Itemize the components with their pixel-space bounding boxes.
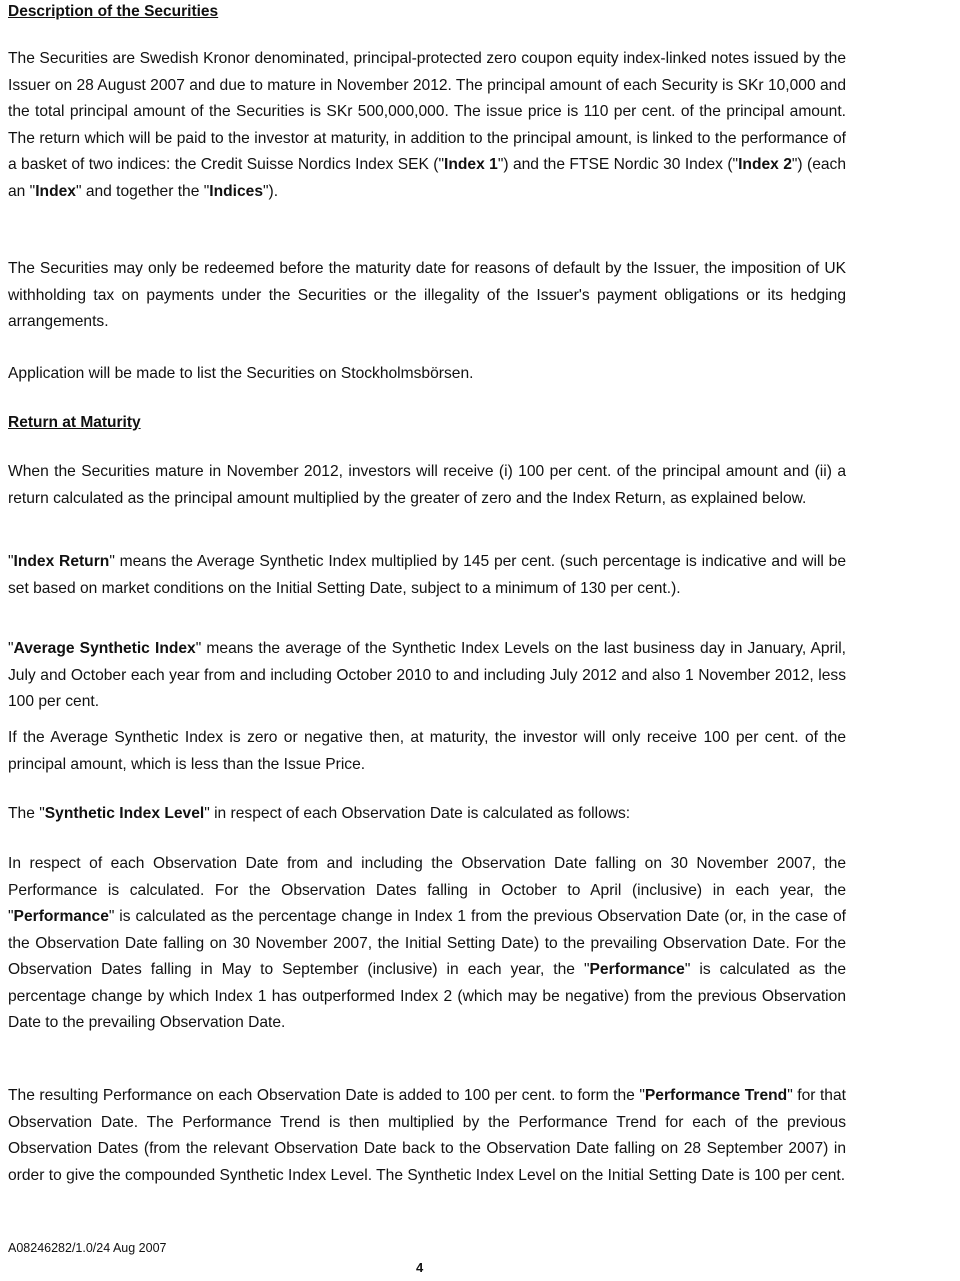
defined-term: Indices <box>209 182 264 200</box>
paragraph-performance-calculation: In respect of each Observation Date from and including the Observation Date falling on 30 November 2007, the Performance is calculated. For the Observation Dates falling in October to April (inclusive) in each year, the "Performance" is calculated as the percentage change in Index 1 from the previous Observation Date (or, in the case of the Observation Date falling on 30 November 2007, the Initial Setting Date) to the prevailing Observation Date. For the Observation Dates falling in May to September (inclusive) in each year, the "Performance" is calculated as the percentage change by which Index 1 has outperformed Index 2 (which may be negative) from the previous Observation Date to the prevailing Observation Date. <box>8 855 846 1031</box>
paragraph-securities-overview: The Securities are Swedish Kronor denominated, principal-protected zero coupon equity index-linked notes issued by the Issuer on 28 August 2007 and due to mature in November 2012. The principal amount of each Security is SKr 10,000 and the total principal amount of the Securities is SKr 500,000,000. The issue price is 110 per cent. of the principal amount. The return which will be paid to the investor at maturity, in addition to the principal amount, is linked to the performance of a basket of two indices: the Credit Suisse Nordics Index SEK ("Index 1") and the FTSE Nordic 30 Index ("Index 2") (each an "Index" and together the "Indices"). <box>8 50 847 200</box>
paragraph-index-return-definition: "Index Return" means the Average Synthetic Index multiplied by 145 per cent. (such percentage is indicative and will be set based on market conditions on the Initial Setting Date, subject to a minimum of 130 per cent.). <box>8 553 847 597</box>
defined-term: Performance <box>589 961 685 978</box>
defined-term: Index Return <box>13 553 110 570</box>
section-heading-description: Description of the Securities <box>8 3 219 20</box>
paragraph-synthetic-index-level-intro: The "Synthetic Index Level" in respect of each Observation Date is calculated as follows: <box>8 805 631 822</box>
defined-term: Index 2 <box>738 156 792 173</box>
page-number: 4 <box>416 1260 424 1275</box>
paragraph-early-redemption: The Securities may only be redeemed before the maturity date for reasons of default by the Issuer, the imposition of UK withholding tax on payments under the Securities or the illegality of the Issuer's payment obligations or its hedging arrangements. <box>8 260 846 330</box>
defined-term: Index 1 <box>444 156 498 173</box>
defined-term: Performance <box>13 908 109 925</box>
paragraph-performance-trend: The resulting Performance on each Observation Date is added to 100 per cent. to form the "Performance Trend" for that Observation Date. The Performance Trend is then multiplied by the Performance Trend for each of the previous Observation Dates (from the relevant Observation Date back to the Observation Date falling on 28 September 2007) in order to give the compounded Synthetic Index Level. The Synthetic Index Level on the Initial Setting Date is 100 per cent. <box>8 1087 846 1184</box>
defined-term: Performance Trend <box>644 1087 788 1104</box>
section-heading-return-at-maturity: Return at Maturity <box>8 414 141 431</box>
defined-term: Synthetic Index Level <box>44 805 205 822</box>
paragraph-listing: Application will be made to list the Securities on Stockholmsbörsen. <box>8 365 474 382</box>
document-reference: A08246282/1.0/24 Aug 2007 <box>8 1241 167 1255</box>
paragraph-negative-index: If the Average Synthetic Index is zero or negative then, at maturity, the investor will only receive 100 per cent. of the principal amount, which is less than the Issue Price. <box>8 729 846 773</box>
defined-term: Average Synthetic Index <box>13 640 196 657</box>
paragraph-maturity-payment: When the Securities mature in November 2012, investors will receive (i) 100 per cent. of the principal amount and (ii) a return calculated as the principal amount multiplied by the greater of zero and the Index Return, as explained below. <box>8 463 846 507</box>
paragraph-average-synthetic-index-definition: "Average Synthetic Index" means the average of the Synthetic Index Levels on the last business day in January, April, July and October each year from and including October 2010 to and including July 2012 and also 1 November 2012, less 100 per cent. <box>8 640 846 710</box>
defined-term: Index <box>35 182 76 200</box>
